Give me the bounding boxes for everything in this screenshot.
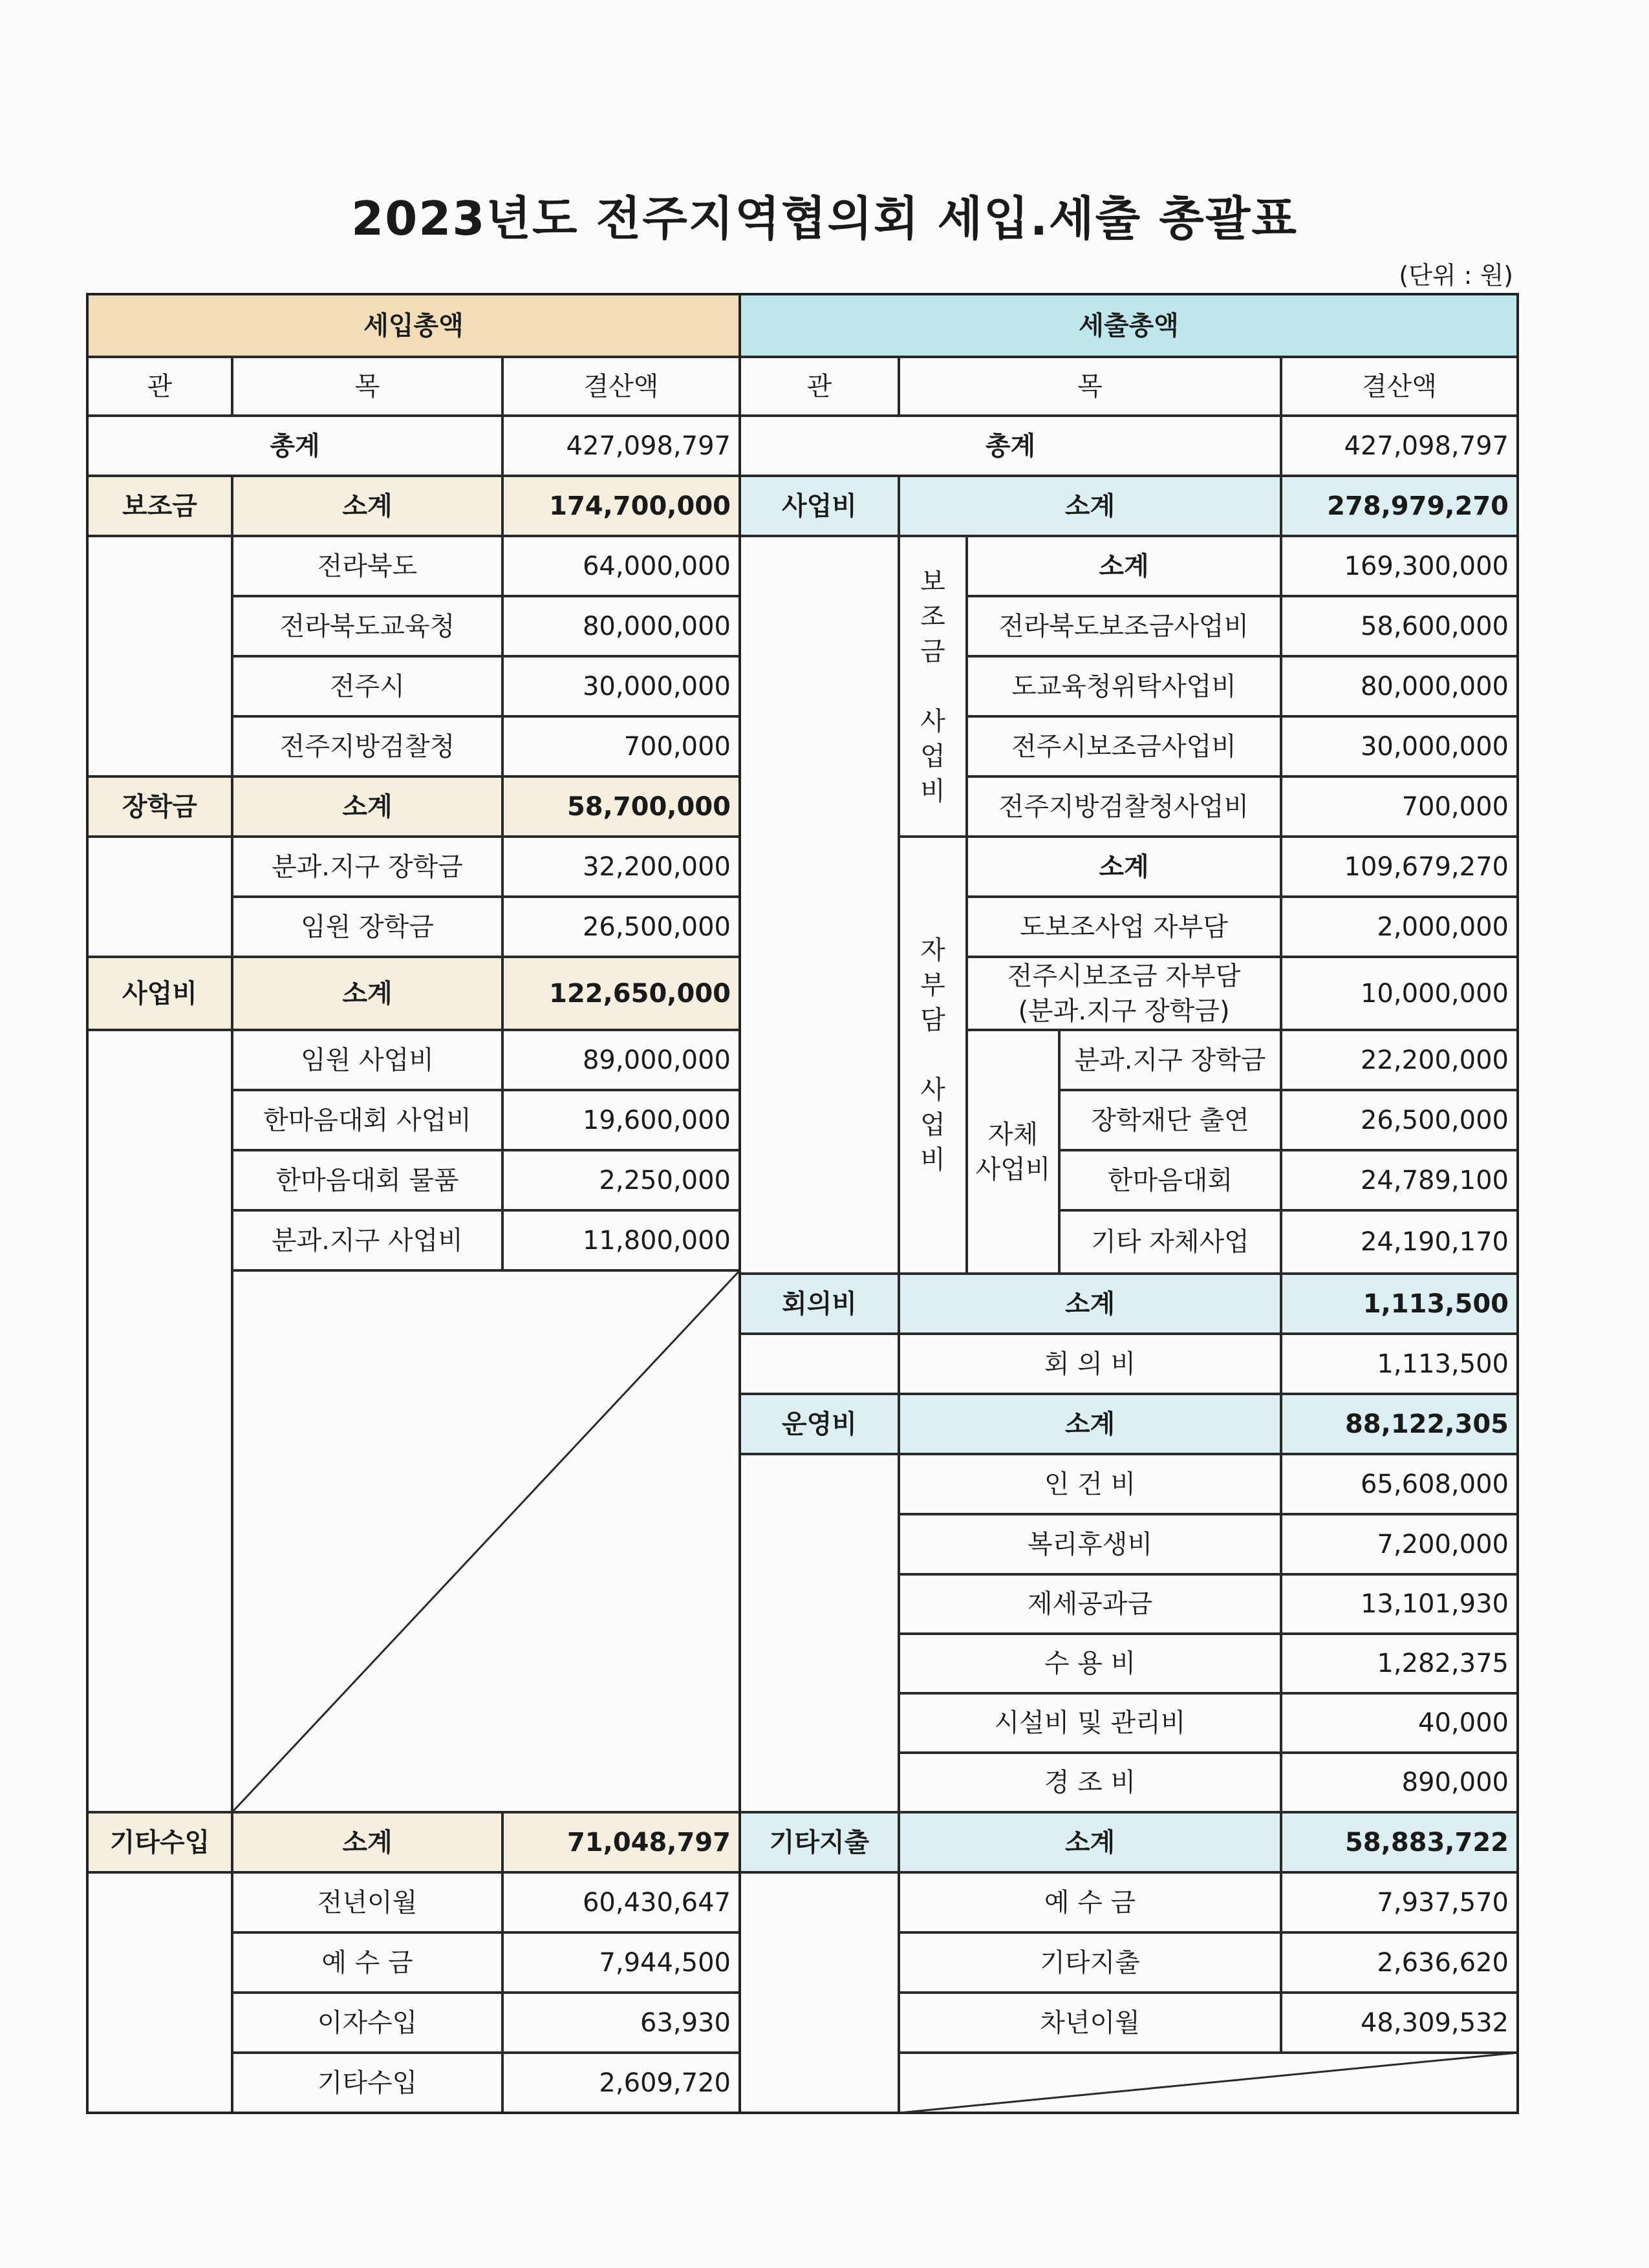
income-empty-diagonal	[232, 1270, 740, 1812]
income-item-mok: 한마음대회 사업비	[232, 1090, 502, 1150]
income-scholarship-gwan: 장학금	[87, 776, 232, 837]
income-subsidy-gwan: 보조금	[87, 476, 232, 536]
expense-item-mok: 수 용 비	[899, 1634, 1281, 1693]
income-item-mok: 임원 사업비	[232, 1030, 502, 1090]
income-col-amount: 결산액	[502, 357, 740, 416]
income-item-mok: 한마음대회 물품	[232, 1150, 502, 1210]
expense-item-mok: 분과.지구 장학금	[1059, 1030, 1281, 1090]
income-item-mok: 전주시	[232, 656, 502, 716]
expense-item-mok: 전주시보조금 자부담 (분과.지구 장학금)	[967, 957, 1281, 1030]
expense-item-mok: 회 의 비	[899, 1334, 1281, 1394]
income-item-amount: 80,000,000	[502, 596, 740, 656]
income-item-amount: 2,250,000	[502, 1150, 740, 1210]
expense-item-mok: 차년이월	[899, 1993, 1281, 2053]
expense-item-mok: 장학재단 출연	[1059, 1090, 1281, 1150]
income-subsidy-sub-value: 174,700,000	[502, 476, 740, 536]
expense-item-amount: 7,200,000	[1281, 1514, 1518, 1574]
income-item-mok: 전주지방검찰청	[232, 716, 502, 776]
income-other-gwan: 기타수입	[87, 1812, 232, 1872]
income-item-amount: 700,000	[502, 716, 740, 776]
income-project-sub-label: 소계	[232, 957, 502, 1030]
expense-self-sub-label: 소계	[967, 837, 1281, 897]
unit-label: (단위 : 원)	[1399, 261, 1513, 290]
expense-item-amount: 700,000	[1281, 776, 1518, 837]
income-item-amount: 32,200,000	[502, 837, 740, 897]
expense-project-sub-value: 278,979,270	[1281, 476, 1518, 536]
income-item-amount: 64,000,000	[502, 536, 740, 596]
expense-col-mok: 목	[899, 357, 1281, 416]
expense-item-amount: 2,636,620	[1281, 1932, 1518, 1993]
expense-item-amount: 10,000,000	[1281, 957, 1518, 1030]
expense-subsidy-group-label: 보 조 금 사 업 비	[899, 536, 967, 837]
expense-item-mok: 도보조사업 자부담	[967, 897, 1281, 957]
income-item-mok: 기타수입	[232, 2053, 502, 2113]
expense-item-amount: 26,500,000	[1281, 1090, 1518, 1150]
expense-item-mok: 인 건 비	[899, 1454, 1281, 1514]
expense-subsidy-sub-value: 169,300,000	[1281, 536, 1518, 596]
expense-empty-diagonal	[899, 2053, 1518, 2113]
expense-header: 세출총액	[740, 294, 1518, 357]
income-item-amount: 89,000,000	[502, 1030, 740, 1090]
income-project-sub-value: 122,650,000	[502, 957, 740, 1030]
income-scholarship-sub-label: 소계	[232, 776, 502, 837]
expense-item-mok: 전주시보조금사업비	[967, 716, 1281, 776]
income-item-amount: 7,944,500	[502, 1932, 740, 1993]
income-subsidy-sub-label: 소계	[232, 476, 502, 536]
income-item-mok: 전라북도교육청	[232, 596, 502, 656]
expense-other-gwan: 기타지출	[740, 1812, 899, 1872]
expense-meeting-sub-label: 소계	[899, 1274, 1281, 1334]
expense-other-sub-value: 58,883,722	[1281, 1812, 1518, 1872]
income-col-mok: 목	[232, 357, 502, 416]
expense-item-mok: 전라북도보조금사업비	[967, 596, 1281, 656]
income-item-amount: 63,930	[502, 1993, 740, 2053]
income-item-amount: 2,609,720	[502, 2053, 740, 2113]
income-scholarship-sub-value: 58,700,000	[502, 776, 740, 837]
expense-item-mok: 기타 자체사업	[1059, 1210, 1281, 1274]
expense-item-amount: 22,200,000	[1281, 1030, 1518, 1090]
income-item-amount: 26,500,000	[502, 897, 740, 957]
expense-item-mok: 제세공과금	[899, 1574, 1281, 1634]
expense-item-amount: 1,282,375	[1281, 1634, 1518, 1693]
expense-item-amount: 24,190,170	[1281, 1210, 1518, 1274]
income-item-mok: 분과.지구 장학금	[232, 837, 502, 897]
income-project-gwan: 사업비	[87, 957, 232, 1030]
income-total-value: 427,098,797	[502, 416, 740, 476]
expense-project-sub-label: 소계	[899, 476, 1281, 536]
income-item-mok: 전년이월	[232, 1872, 502, 1932]
expense-col-amount: 결산액	[1281, 357, 1518, 416]
expense-item-mok: 경 조 비	[899, 1753, 1281, 1812]
income-item-mok: 분과.지구 사업비	[232, 1210, 502, 1270]
expense-col-gwan: 관	[740, 357, 899, 416]
income-col-gwan: 관	[87, 357, 232, 416]
income-total-label: 총계	[87, 416, 502, 476]
expense-self-sub-value: 109,679,270	[1281, 837, 1518, 897]
expense-item-amount: 2,000,000	[1281, 897, 1518, 957]
expense-item-amount: 80,000,000	[1281, 656, 1518, 716]
expense-other-sub-label: 소계	[899, 1812, 1281, 1872]
expense-item-amount: 40,000	[1281, 1693, 1518, 1753]
expense-meeting-sub-value: 1,113,500	[1281, 1274, 1518, 1334]
income-item-amount: 30,000,000	[502, 656, 740, 716]
income-item-amount: 19,600,000	[502, 1090, 740, 1150]
expense-item-mok: 도교육청위탁사업비	[967, 656, 1281, 716]
expense-item-mok: 시설비 및 관리비	[899, 1693, 1281, 1753]
expense-total-label: 총계	[740, 416, 1281, 476]
income-other-sub-value: 71,048,797	[502, 1812, 740, 1872]
expense-own-label: 자체 사업비	[967, 1030, 1059, 1274]
income-item-amount: 11,800,000	[502, 1210, 740, 1270]
expense-item-amount: 58,600,000	[1281, 596, 1518, 656]
expense-item-amount: 890,000	[1281, 1753, 1518, 1812]
expense-item-amount: 48,309,532	[1281, 1993, 1518, 2053]
expense-item-mok: 한마음대회	[1059, 1150, 1281, 1210]
income-item-amount: 60,430,647	[502, 1872, 740, 1932]
income-other-sub-label: 소계	[232, 1812, 502, 1872]
expense-item-amount: 24,789,100	[1281, 1150, 1518, 1210]
expense-item-amount: 65,608,000	[1281, 1454, 1518, 1514]
page-title: 2023년도 전주지역협의회 세입.세출 총괄표	[351, 191, 1298, 246]
expense-item-mok: 예 수 금	[899, 1872, 1281, 1932]
income-item-mok: 예 수 금	[232, 1932, 502, 1993]
expense-total-value: 427,098,797	[1281, 416, 1518, 476]
expense-subsidy-sub-label: 소계	[967, 536, 1281, 596]
income-header: 세입총액	[87, 294, 740, 357]
expense-operation-gwan: 운영비	[740, 1394, 899, 1454]
expense-operation-sub-value: 88,122,305	[1281, 1394, 1518, 1454]
expense-operation-sub-label: 소계	[899, 1394, 1281, 1454]
expense-self-group-label: 자 부 담 사 업 비	[899, 837, 967, 1274]
expense-meeting-gwan: 회의비	[740, 1274, 899, 1334]
expense-item-amount: 1,113,500	[1281, 1334, 1518, 1394]
expense-project-gwan: 사업비	[740, 476, 899, 536]
income-item-mok: 전라북도	[232, 536, 502, 596]
expense-item-mok: 전주지방검찰청사업비	[967, 776, 1281, 837]
income-item-mok: 임원 장학금	[232, 897, 502, 957]
expense-item-amount: 30,000,000	[1281, 716, 1518, 776]
expense-item-amount: 13,101,930	[1281, 1574, 1518, 1634]
expense-item-mok: 복리후생비	[899, 1514, 1281, 1574]
expense-item-mok: 기타지출	[899, 1932, 1281, 1993]
expense-item-amount: 7,937,570	[1281, 1872, 1518, 1932]
income-item-mok: 이자수입	[232, 1993, 502, 2053]
